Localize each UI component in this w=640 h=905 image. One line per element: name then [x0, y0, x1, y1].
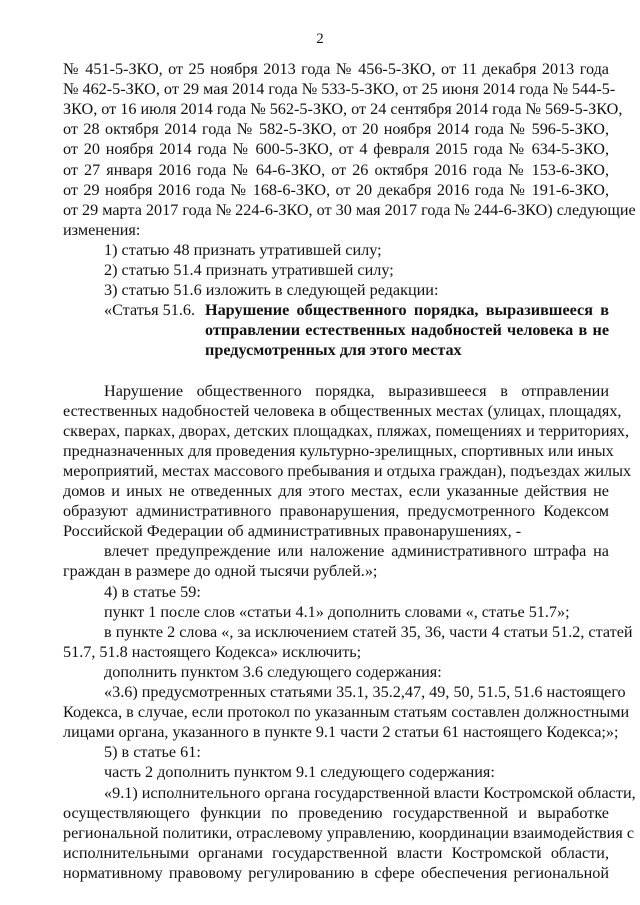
body-line: Российской Федерации об административных правонарушениях, -	[63, 522, 522, 541]
intro-line: от 27 января 2016 года № 64-6-ЗКО, от 26 октября 2016 года № 153-6-ЗКО,	[63, 160, 609, 179]
body-line: естественных надобностей человека в общественных местах (улицах, площадях,	[63, 401, 622, 420]
body-line: влечет предупреждение или наложение административного штрафа на	[104, 542, 609, 561]
page-number: 2	[316, 31, 324, 47]
list-item: 4) в статье 59:	[104, 582, 201, 601]
body-line: Кодекса, в случае, если протокол по указанным статьям составлен должностными	[63, 703, 630, 722]
list-item: 3) статью 51.6 изложить в следующей редакции:	[104, 281, 439, 300]
intro-line: № 462-5-ЗКО, от 29 мая 2014 года № 533-5-ЗКО, от 25 июня 2014 года № 544-5-	[63, 80, 616, 99]
intro-line: от 29 ноября 2016 года № 168-6-ЗКО, от 20 декабря 2016 года № 191-6-ЗКО,	[63, 180, 609, 199]
body-line: домов и иных не отведенных для этого местах, если указанные действия не	[63, 482, 609, 500]
intro-line: ЗКО, от 16 июля 2014 года № 562-5-ЗКО, от 24 сентября 2014 года № 569-5-ЗКО,	[63, 100, 623, 119]
intro-line: от 29 марта 2017 года № 224-6-ЗКО, от 30 мая 2017 года № 244-6-ЗКО) следующие	[63, 200, 636, 219]
body-line: лицами органа, указанного в пункте 9.1 части 2 статьи 61 настоящего Кодекса;»;	[63, 723, 619, 742]
body-line: «9.1) исполнительного органа государственной власти Костромской области,	[104, 783, 636, 802]
article-label: «Статья 51.6.	[104, 301, 196, 320]
intro-line: изменения:	[63, 220, 141, 239]
intro-line: от 28 октября 2014 года № 582-5-ЗКО, от 20 ноября 2014 года № 596-5-ЗКО,	[63, 120, 609, 139]
article-title-line: отправлении естественных надобностей человека в не	[205, 321, 609, 340]
body-line: часть 2 дополнить пунктом 9.1 следующего содержания:	[104, 763, 495, 782]
article-title-line: предусмотренных для этого местах	[205, 341, 462, 360]
body-line: скверах, парках, дворах, детских площадках, пляжах, помещениях и территориях,	[63, 421, 630, 440]
list-item: 1) статью 48 признать утратившей силу;	[104, 240, 382, 259]
body-line: в пункте 2 слова «, за исключением статей 35, 36, части 4 статьи 51.2, статей	[104, 622, 633, 641]
intro-line: от 20 ноября 2014 года № 600-5-ЗКО, от 4 февраля 2015 года № 634-5-ЗКО,	[63, 140, 609, 159]
body-line: дополнить пунктом 3.6 следующего содержания:	[104, 662, 442, 681]
body-line: мероприятий, местах массового пребывания и отдыха граждан), подъездах жилых	[63, 461, 632, 480]
list-item: 5) в статье 61:	[104, 743, 201, 762]
body-line: «3.6) предусмотренных статьями 35.1, 35.2,47, 49, 50, 51.5, 51.6 настоящего	[104, 683, 626, 701]
body-line: пункт 1 после слов «статьи 4.1» дополнить словами «, статье 51.7»;	[104, 602, 570, 621]
body-line: граждан в размере до одной тысячи рублей.»;	[63, 562, 378, 581]
intro-line: № 451-5-ЗКО, от 25 ноября 2013 года № 456-5-ЗКО, от 11 декабря 2013 года	[63, 60, 609, 78]
list-item: 2) статью 51.4 признать утратившей силу;	[104, 261, 394, 279]
body-line: региональной политики, отраслевому управлению, координации взаимодействия с	[63, 823, 635, 842]
body-line: Нарушение общественного порядка, выразившееся в отправлении	[104, 381, 609, 400]
body-line: образуют административного правонарушения, предусмотренного Кодексом	[63, 502, 609, 521]
body-line: исполнительными органами государственной власти Костромской области,	[63, 843, 609, 862]
body-line: предназначенных для проведения культурно-зрелищных, спортивных или иных	[63, 441, 614, 460]
article-title-line: Нарушение общественного порядка, выразившееся в	[205, 301, 609, 320]
body-line: осуществляющего функции по проведению государственной и выработке	[63, 803, 609, 822]
body-line: 51.7, 51.8 настоящего Кодекса» исключить;	[63, 642, 362, 661]
body-line: нормативному правовому регулированию в сфере обеспечения региональной	[63, 863, 609, 882]
